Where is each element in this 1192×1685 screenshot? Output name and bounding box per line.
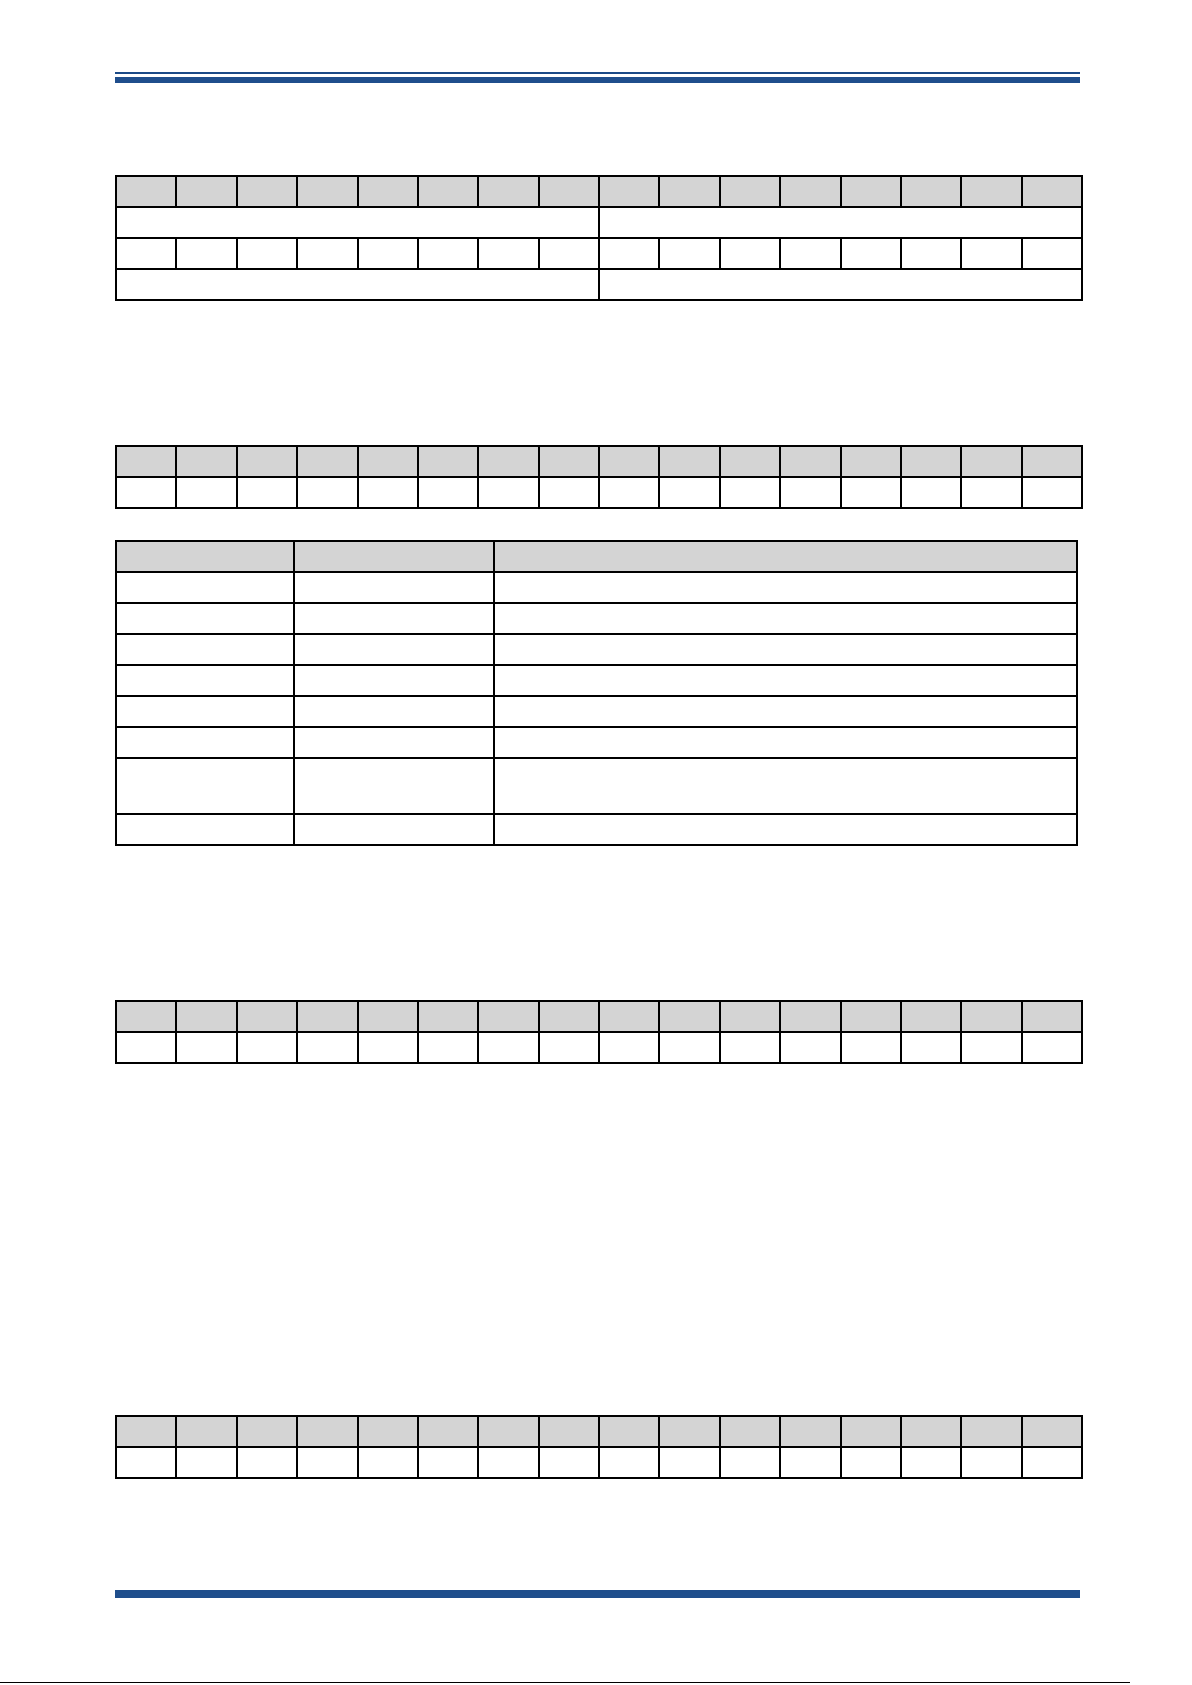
bit-header-cell — [720, 1416, 780, 1447]
bit-header-cell — [841, 446, 901, 477]
description-row — [116, 634, 1077, 665]
bit-header-cell — [116, 446, 176, 477]
bit-value-cell — [297, 1447, 357, 1478]
bit-value-row — [116, 477, 1082, 508]
bit-header-row — [116, 1001, 1082, 1032]
bit-header-cell — [358, 1001, 418, 1032]
bit-header-cell — [1022, 1416, 1082, 1447]
bit-value-cell — [418, 477, 478, 508]
bit-value-cell — [659, 1447, 719, 1478]
bit-value-cell — [358, 1032, 418, 1063]
bit-value-cell — [961, 238, 1021, 269]
field-description-table — [115, 540, 1078, 846]
bit-value-cell — [176, 1032, 236, 1063]
bit-header-cell — [659, 176, 719, 207]
bit-value-cell — [780, 1032, 840, 1063]
bit-value-cell — [961, 1032, 1021, 1063]
bit-value-cell — [599, 477, 659, 508]
bit-value-cell — [841, 477, 901, 508]
bit-header-cell — [418, 1416, 478, 1447]
bit-value-cell — [780, 477, 840, 508]
field-row-upper — [116, 207, 1082, 238]
bit-header-cell — [237, 176, 297, 207]
table-cell — [494, 727, 1077, 758]
table-cell — [116, 758, 294, 814]
table-cell — [494, 814, 1077, 845]
bit-header-cell — [599, 1001, 659, 1032]
bit-value-cell — [237, 1032, 297, 1063]
bit-header-cell — [841, 1001, 901, 1032]
bit-header-cell — [599, 176, 659, 207]
bit-value-cell — [539, 1032, 599, 1063]
bit-value-cell — [901, 477, 961, 508]
bit-header-cell — [720, 176, 780, 207]
bit-header-cell — [1022, 176, 1082, 207]
register-table-2 — [115, 445, 1083, 509]
bit-header-cell — [599, 446, 659, 477]
bit-value-cell — [901, 1447, 961, 1478]
table-cell — [116, 603, 294, 634]
field-row-lower — [116, 269, 1082, 300]
bit-value-cell — [237, 238, 297, 269]
bit-header-cell — [358, 176, 418, 207]
bit-header-cell — [961, 1001, 1021, 1032]
column-header — [494, 541, 1077, 572]
bit-value-cell — [176, 238, 236, 269]
bit-header-row — [116, 446, 1082, 477]
bit-header-cell — [659, 446, 719, 477]
bit-value-cell — [297, 238, 357, 269]
bit-header-cell — [478, 1001, 538, 1032]
table-cell — [116, 727, 294, 758]
bit-header-cell — [539, 176, 599, 207]
description-row — [116, 696, 1077, 727]
bit-header-cell — [780, 446, 840, 477]
table-cell — [494, 572, 1077, 603]
description-row — [116, 572, 1077, 603]
bit-value-cell — [1022, 477, 1082, 508]
bit-header-cell — [297, 176, 357, 207]
bit-value-cell — [961, 477, 1021, 508]
bit-header-cell — [358, 1416, 418, 1447]
table-cell — [116, 665, 294, 696]
bit-value-cell — [720, 238, 780, 269]
bit-value-cell — [841, 1032, 901, 1063]
table-cell — [494, 603, 1077, 634]
bit-value-cell — [358, 1447, 418, 1478]
field-cell — [599, 269, 1082, 300]
bit-value-row — [116, 238, 1082, 269]
table-cell — [494, 758, 1077, 814]
bit-value-cell — [599, 238, 659, 269]
bit-value-cell — [176, 477, 236, 508]
bit-header-cell — [659, 1416, 719, 1447]
bit-value-cell — [659, 477, 719, 508]
bit-value-cell — [841, 1447, 901, 1478]
description-header-row — [116, 541, 1077, 572]
bit-value-cell — [418, 1032, 478, 1063]
bit-header-cell — [539, 446, 599, 477]
field-cell — [116, 207, 599, 238]
bit-header-cell — [478, 176, 538, 207]
header-rule-thin — [115, 72, 1080, 74]
bit-header-cell — [116, 1001, 176, 1032]
bit-value-row — [116, 1447, 1082, 1478]
description-row — [116, 603, 1077, 634]
bit-header-cell — [116, 176, 176, 207]
bit-value-cell — [780, 1447, 840, 1478]
bit-value-cell — [176, 1447, 236, 1478]
bit-value-cell — [1022, 238, 1082, 269]
bit-value-cell — [116, 238, 176, 269]
column-header — [116, 541, 294, 572]
bit-header-cell — [418, 176, 478, 207]
bit-value-cell — [780, 238, 840, 269]
description-row — [116, 727, 1077, 758]
bit-value-cell — [297, 1032, 357, 1063]
table-cell — [294, 696, 494, 727]
bit-value-cell — [237, 1447, 297, 1478]
bit-header-row — [116, 1416, 1082, 1447]
bit-value-cell — [599, 1032, 659, 1063]
footer-hairline — [0, 1682, 1130, 1683]
table-cell — [494, 634, 1077, 665]
bit-header-cell — [599, 1416, 659, 1447]
bit-value-cell — [478, 1032, 538, 1063]
bit-value-cell — [418, 1447, 478, 1478]
bit-header-cell — [539, 1416, 599, 1447]
register-table-1 — [115, 175, 1083, 301]
bit-value-cell — [1022, 1447, 1082, 1478]
table-cell — [494, 696, 1077, 727]
bit-value-cell — [901, 1032, 961, 1063]
bit-header-cell — [780, 1416, 840, 1447]
bit-header-cell — [720, 446, 780, 477]
bit-value-cell — [116, 1032, 176, 1063]
bit-header-cell — [901, 176, 961, 207]
table-cell — [116, 814, 294, 845]
bit-header-cell — [961, 446, 1021, 477]
bit-header-cell — [176, 446, 236, 477]
bit-value-cell — [841, 238, 901, 269]
table-cell — [116, 572, 294, 603]
field-cell — [116, 269, 599, 300]
bit-header-cell — [176, 1001, 236, 1032]
bit-header-cell — [720, 1001, 780, 1032]
bit-header-cell — [841, 176, 901, 207]
bit-header-cell — [780, 176, 840, 207]
table-cell — [116, 696, 294, 727]
bit-header-cell — [418, 446, 478, 477]
description-row — [116, 665, 1077, 696]
bit-header-cell — [358, 446, 418, 477]
bit-header-cell — [901, 1001, 961, 1032]
bit-header-cell — [539, 1001, 599, 1032]
bit-value-row — [116, 1032, 1082, 1063]
bit-value-cell — [961, 1447, 1021, 1478]
bit-header-cell — [176, 1416, 236, 1447]
bit-value-cell — [116, 1447, 176, 1478]
bit-value-cell — [358, 238, 418, 269]
bit-value-cell — [1022, 1032, 1082, 1063]
bit-header-cell — [478, 1416, 538, 1447]
bit-header-cell — [176, 176, 236, 207]
bit-value-cell — [418, 238, 478, 269]
register-table-3 — [115, 1000, 1083, 1064]
bit-header-cell — [237, 446, 297, 477]
bit-header-cell — [961, 176, 1021, 207]
bit-value-cell — [539, 1447, 599, 1478]
bit-header-cell — [659, 1001, 719, 1032]
bit-value-cell — [901, 238, 961, 269]
bit-header-cell — [961, 1416, 1021, 1447]
table-cell — [294, 634, 494, 665]
bit-header-cell — [237, 1416, 297, 1447]
bit-header-cell — [418, 1001, 478, 1032]
table-cell — [294, 665, 494, 696]
bit-header-cell — [1022, 1001, 1082, 1032]
header-rule-thick — [115, 77, 1080, 83]
table-cell — [294, 758, 494, 814]
bit-header-cell — [780, 1001, 840, 1032]
table-cell — [116, 634, 294, 665]
bit-value-cell — [720, 1032, 780, 1063]
bit-value-cell — [720, 477, 780, 508]
bit-header-cell — [901, 446, 961, 477]
bit-value-cell — [659, 238, 719, 269]
description-row — [116, 814, 1077, 845]
bit-header-cell — [297, 1416, 357, 1447]
bit-value-cell — [478, 1447, 538, 1478]
bit-value-cell — [539, 477, 599, 508]
table-cell — [294, 727, 494, 758]
table-cell — [294, 814, 494, 845]
bit-value-cell — [599, 1447, 659, 1478]
bit-header-cell — [116, 1416, 176, 1447]
bit-value-cell — [116, 477, 176, 508]
bit-header-cell — [478, 446, 538, 477]
bit-header-cell — [841, 1416, 901, 1447]
bit-value-cell — [478, 477, 538, 508]
bit-value-cell — [659, 1032, 719, 1063]
table-cell — [494, 665, 1077, 696]
bit-value-cell — [297, 477, 357, 508]
field-cell — [599, 207, 1082, 238]
table-cell — [294, 603, 494, 634]
bit-header-cell — [297, 1001, 357, 1032]
bit-value-cell — [539, 238, 599, 269]
bit-value-cell — [358, 477, 418, 508]
register-table-4 — [115, 1415, 1083, 1479]
bit-value-cell — [237, 477, 297, 508]
table-cell — [294, 572, 494, 603]
description-row — [116, 758, 1077, 814]
bit-header-cell — [901, 1416, 961, 1447]
column-header — [294, 541, 494, 572]
bit-header-row — [116, 176, 1082, 207]
bit-header-cell — [237, 1001, 297, 1032]
bit-value-cell — [478, 238, 538, 269]
footer-rule-thick — [115, 1590, 1080, 1598]
bit-header-cell — [297, 446, 357, 477]
bit-value-cell — [720, 1447, 780, 1478]
bit-header-cell — [1022, 446, 1082, 477]
